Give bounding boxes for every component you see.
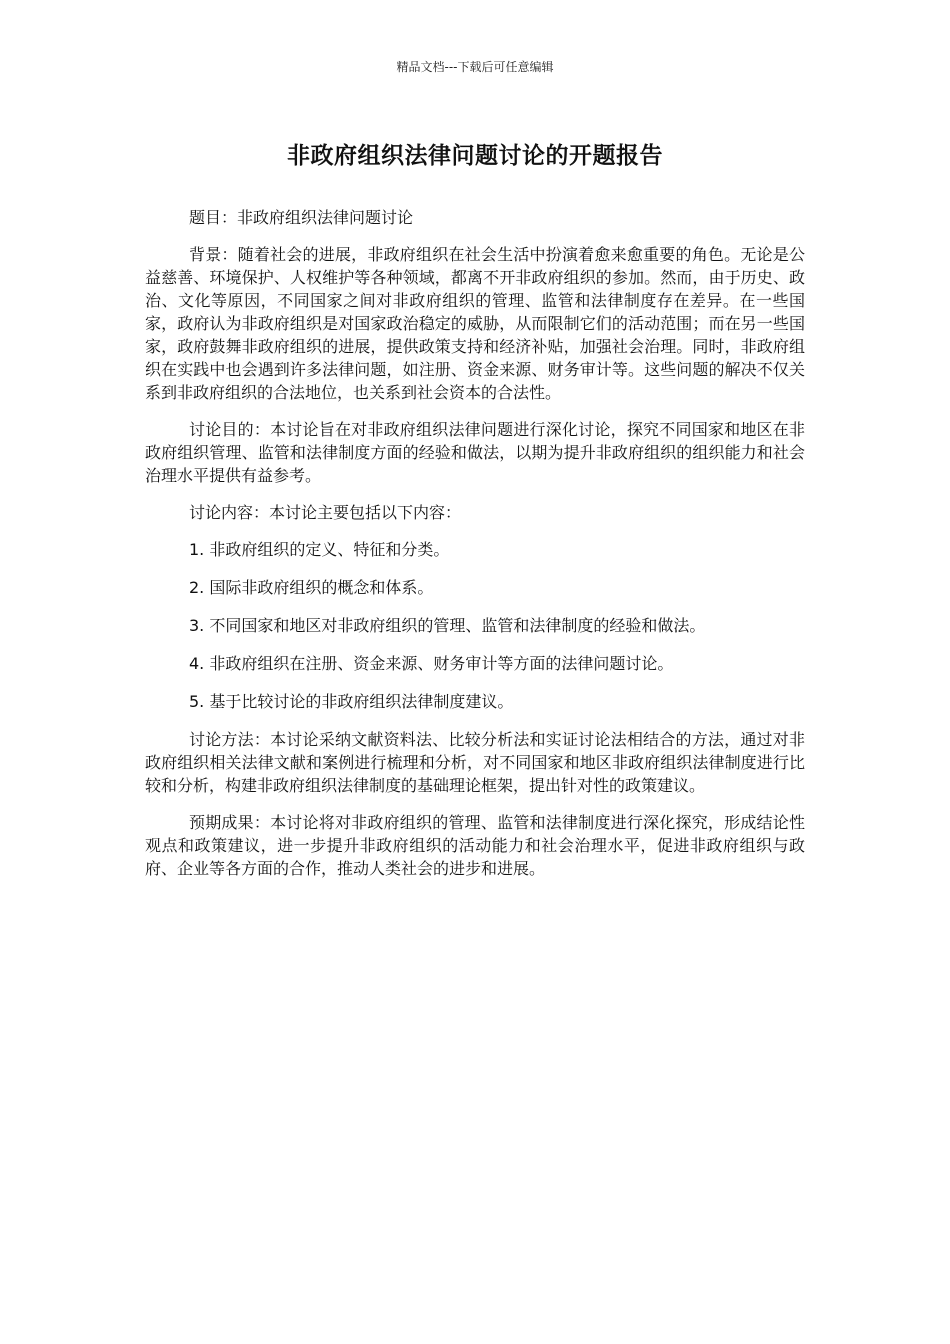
header-note: 精品文档---下载后可任意编辑 xyxy=(396,60,554,74)
purpose-paragraph: 讨论目的：本讨论旨在对非政府组织法律问题进行深化讨论，探究不同国家和地区在非政府组织管理、监管和法律制度方面的经验和做法，以期为提升非政府组织的组织能力和社会治理水平提供有益参考。 xyxy=(145,420,805,485)
topic-paragraph: 题目：非政府组织法律问题讨论 xyxy=(189,208,414,227)
list-item: 1. 非政府组织的定义、特征和分类。 xyxy=(189,540,450,559)
outcome-paragraph: 预期成果：本讨论将对非政府组织的管理、监管和法律制度进行深化探究，形成结论性观点和政策建议，进一步提升非政府组织的活动能力和社会治理水平，促进非政府组织与政府、企业等各方面的合作，推动人类社会的进步和进展。 xyxy=(145,813,805,878)
document-body xyxy=(145,206,805,894)
content-list xyxy=(145,538,805,713)
method-paragraph: 讨论方法：本讨论采纳文献资料法、比较分析法和实证讨论法相结合的方法，通过对非政府组织相关法律文献和案例进行梳理和分析，对不同国家和地区非政府组织法律制度进行比较和分析，构建非政府组织法律制度的基础理论框架，提出针对性的政策建议。 xyxy=(145,730,805,795)
list-item: 4. 非政府组织在注册、资金来源、财务审计等方面的法律问题讨论。 xyxy=(189,654,674,673)
list-item: 5. 基于比较讨论的非政府组织法律制度建议。 xyxy=(189,692,514,711)
list-item: 2. 国际非政府组织的概念和体系。 xyxy=(189,578,434,597)
page-title: 非政府组织法律问题讨论的开题报告 xyxy=(287,143,663,169)
content-intro-paragraph: 讨论内容：本讨论主要包括以下内容： xyxy=(189,503,462,522)
background-paragraph: 背景：随着社会的进展，非政府组织在社会生活中扮演着愈来愈重要的角色。无论是公益慈善、环境保护、人权维护等各种领域，都离不开非政府组织的参加。然而，由于历史、政治、文化等原因，不同国家之间对非政府组织的管理、监管和法律制度存在差异。在一些国家，政府认为非政府组织是对国家政治稳定的威胁，从而限制它们的活动范围；而在另一些国家，政府鼓舞非政府组织的进展，提供政策支持和经济补贴，加强社会治理。同时，非政府组织在实践中也会遇到许多法律问题，如注册、资金来源、财务审计等。这些问题的解决不仅关系到非政府组织的合法地位，也关系到社会资本的合法性。 xyxy=(145,245,805,402)
list-item: 3. 不同国家和地区对非政府组织的管理、监管和法律制度的经验和做法。 xyxy=(189,616,706,635)
